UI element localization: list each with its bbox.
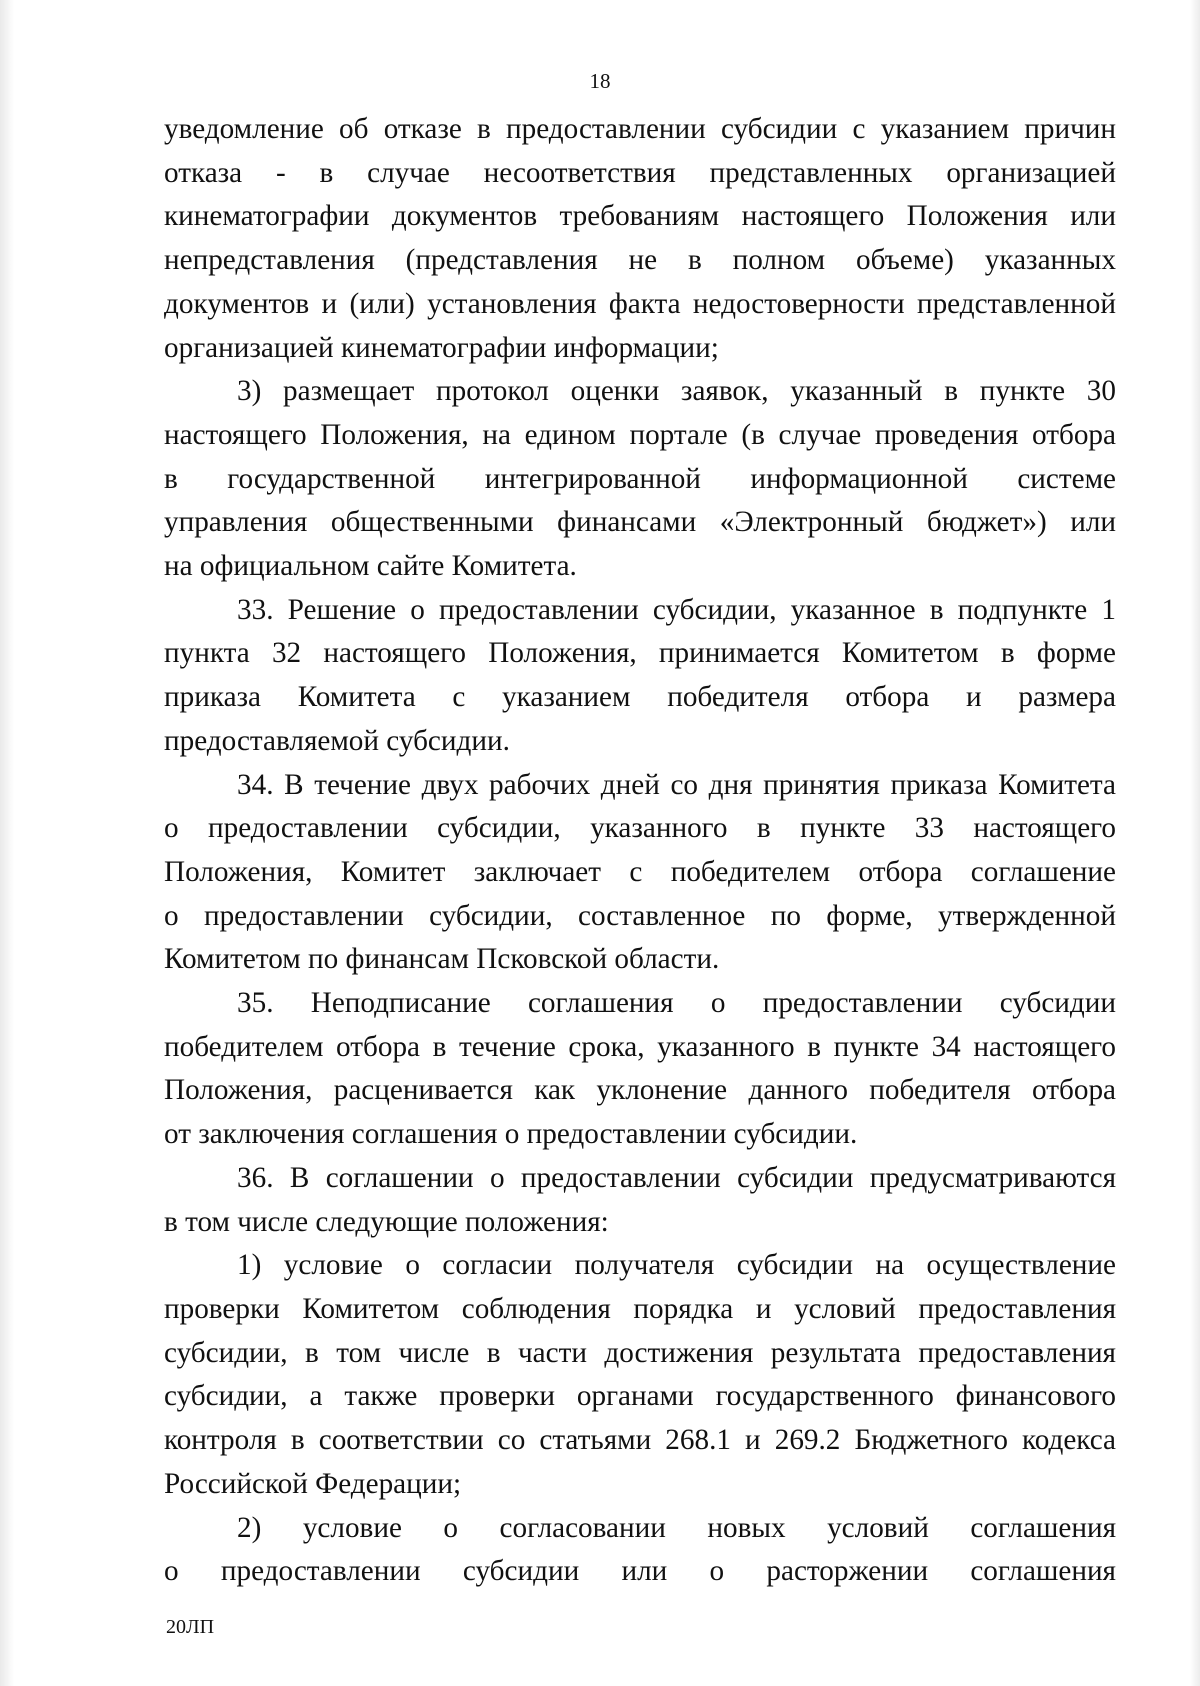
text-line: кинематографии документов требованиям настоящего Положения или: [164, 200, 1116, 233]
document-body: [164, 108, 1116, 1594]
text-line: 33. Решение о предоставлении субсидии, указанное в подпункте 1: [237, 593, 1116, 626]
text-line: управления общественными финансами «Электронный бюджет») или: [164, 506, 1116, 539]
page-number: 18: [589, 69, 611, 93]
text-line: отказа - в случае несоответствия представленных организацией: [164, 156, 1116, 189]
text-line: 36. В соглашении о предоставлении субсидии предусматриваются: [237, 1161, 1116, 1194]
text-line: о предоставлении субсидии или о расторжении соглашения: [164, 1555, 1116, 1588]
text-line: 3) размещает протокол оценки заявок, указанный в пункте 30: [237, 375, 1116, 408]
scan-left-edge: [0, 0, 14, 1686]
text-line: субсидии, а также проверки органами государственного финансового: [164, 1380, 1116, 1413]
text-line: контроля в соответствии со статьями 268.1 и 269.2 Бюджетного кодекса: [164, 1424, 1116, 1457]
text-line: Российской Федерации;: [164, 1467, 462, 1500]
scan-right-edge: [1190, 0, 1200, 1686]
text-line: 1) условие о согласии получателя субсидии на осуществление: [237, 1249, 1116, 1282]
text-line: о предоставлении субсидии, указанного в пункте 33 настоящего: [164, 812, 1116, 845]
text-line: на официальном сайте Комитета.: [164, 550, 577, 583]
text-line: субсидии, в том числе в части достижения результата предоставления: [164, 1336, 1116, 1369]
text-line: настоящего Положения, на едином портале (в случае проведения отбора: [164, 418, 1116, 451]
text-line: непредставления (представления не в полном объеме) указанных: [164, 244, 1116, 277]
text-line: организацией кинематографии информации;: [164, 331, 719, 364]
footer-code: 20ЛП: [166, 1616, 215, 1638]
text-line: в государственной интегрированной информационной системе: [164, 462, 1116, 495]
text-line: победителем отбора в течение срока, указанного в пункте 34 настоящего: [164, 1030, 1116, 1063]
text-line: документов и (или) установления факта недостоверности представленной: [164, 287, 1116, 320]
text-line: пункта 32 настоящего Положения, принимается Комитетом в форме: [164, 637, 1116, 670]
text-line: 35. Неподписание соглашения о предоставлении субсидии: [237, 987, 1116, 1020]
text-line: Положения, Комитет заключает с победителем отбора соглашение: [164, 855, 1116, 888]
text-line: 2) условие о согласовании новых условий соглашения: [237, 1511, 1116, 1544]
text-line: о предоставлении субсидии, составленное по форме, утвержденной: [164, 899, 1116, 932]
text-line: приказа Комитета с указанием победителя отбора и размера: [164, 681, 1116, 714]
text-line: Положения, расценивается как уклонение данного победителя отбора: [164, 1074, 1116, 1107]
text-line: уведомление об отказе в предоставлении субсидии с указанием причин: [164, 113, 1116, 145]
text-line: от заключения соглашения о предоставлении субсидии.: [164, 1118, 858, 1151]
text-line: 34. В течение двух рабочих дней со дня принятия приказа Комитета: [237, 768, 1116, 801]
text-line: Комитетом по финансам Псковской области.: [164, 943, 720, 976]
text-line: предоставляемой субсидии.: [164, 724, 510, 757]
text-line: в том числе следующие положения:: [164, 1205, 609, 1238]
text-line: проверки Комитетом соблюдения порядка и условий предоставления: [164, 1292, 1116, 1325]
